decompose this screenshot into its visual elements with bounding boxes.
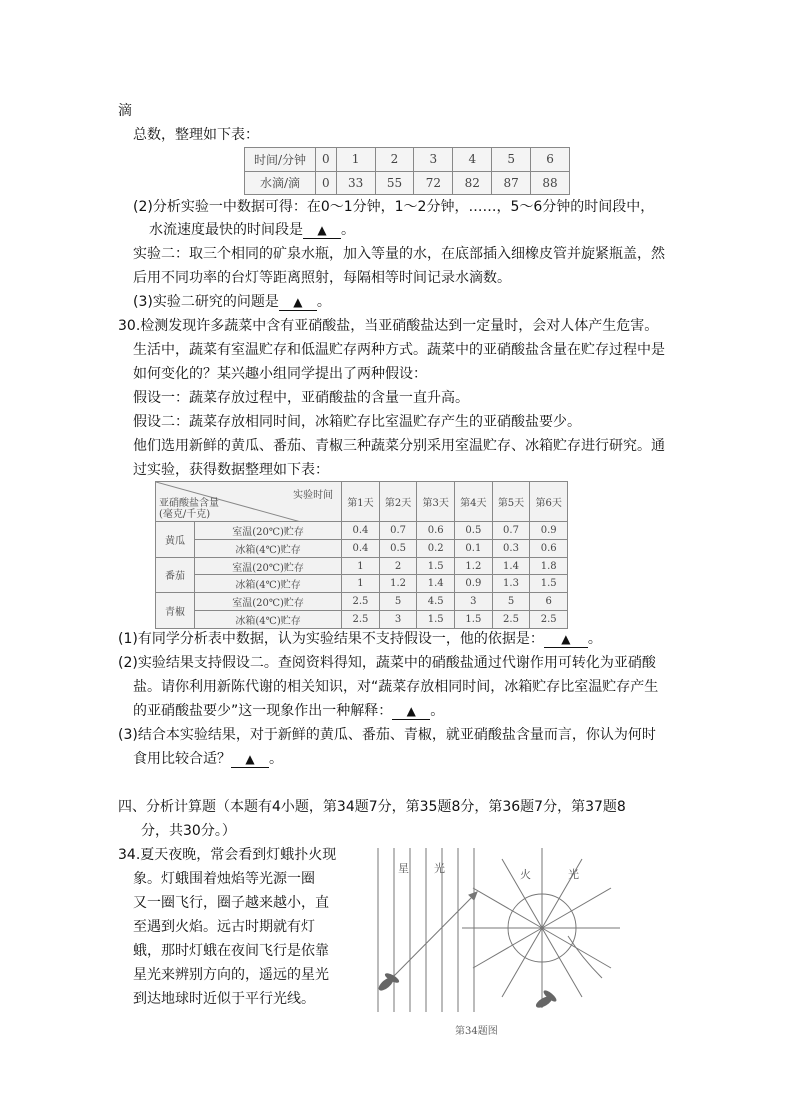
- text-span: 。: [341, 222, 355, 238]
- table-cell: 55: [375, 171, 414, 195]
- text-line: 滴: [118, 103, 132, 119]
- text-line: 总数，整理如下表：: [133, 127, 259, 143]
- table-cell: 1.5: [530, 575, 568, 593]
- text-line: [149, 219, 355, 241]
- table-cell: 6: [530, 593, 568, 611]
- section-heading: 四、分析计算题（本题有4小题，第34题7分，第35题8分，第36题7分，第37题8: [118, 799, 626, 815]
- text-line: [133, 748, 283, 770]
- table-cell: 6: [531, 148, 570, 172]
- text-line: 实验二：取三个相同的矿泉水瓶，加入等量的水，在底部插入细橡皮管并旋紧瓶盖，然: [133, 246, 665, 262]
- table-cell: 5: [492, 148, 531, 172]
- table-cell: 0.5: [379, 539, 417, 557]
- text-line: 星光来辨别方向的，遥远的星光: [133, 967, 329, 983]
- fire-label: 火: [520, 868, 531, 881]
- method-cell: 冰箱(4℃)贮存: [195, 539, 342, 557]
- table-cell: 0.6: [530, 539, 568, 557]
- table-cell: 3: [414, 148, 453, 172]
- text-line: [118, 628, 602, 650]
- method-cell: 室温(20℃)贮存: [195, 557, 342, 575]
- table-header: 水滴/滴: [245, 171, 316, 195]
- table-cell: 1.2: [379, 575, 417, 593]
- text-line: (3)结合本实验结果，对于新鲜的黄瓜、番茄、青椒，就亚硝酸盐含量而言，你认为何时: [118, 727, 656, 743]
- text-span: 。: [430, 703, 445, 719]
- table-corner-cell: [156, 482, 342, 522]
- text-line: (2)实验结果支持假设二。查阅资料得知，蔬菜中的硝酸盐通过代谢作用可转化为亚硝酸: [118, 655, 656, 671]
- text-line: [133, 291, 331, 313]
- veg-name: 青椒: [156, 593, 195, 629]
- text-line: 蛾，那时灯蛾在夜间飞行是依靠: [133, 943, 329, 959]
- text-line: 到达地球时近似于平行光线。: [133, 991, 315, 1007]
- veg-name: 黄瓜: [156, 522, 195, 558]
- day-header: 第2天: [379, 482, 417, 522]
- table-cell: 0.5: [455, 522, 493, 540]
- table-cell: 2.5: [342, 593, 380, 611]
- day-header: 第6天: [530, 482, 568, 522]
- nitrite-table: [155, 481, 568, 629]
- corner-bottom-label: [159, 498, 219, 520]
- day-header: 第3天: [417, 482, 455, 522]
- day-header: 第1天: [342, 482, 380, 522]
- text-line: 生活中，蔬菜有室温贮存和低温贮存两种方式。蔬菜中的亚硝酸盐含量在贮存过程中是: [133, 342, 665, 358]
- answer-blank: ▲: [303, 222, 341, 239]
- table-cell: 2.5: [492, 611, 530, 629]
- table-cell: 1.5: [417, 611, 455, 629]
- table-cell: 0.7: [379, 522, 417, 540]
- method-cell: 冰箱(4℃)贮存: [195, 575, 342, 593]
- table-cell: 0.4: [342, 522, 380, 540]
- moth-light-figure: [372, 842, 620, 1040]
- method-cell: 室温(20℃)贮存: [195, 593, 342, 611]
- text-line: 如何变化的？某兴趣小组同学提出了两种假设：: [133, 366, 427, 382]
- text-span: 。: [269, 751, 283, 767]
- table-cell: 1: [342, 557, 380, 575]
- table-cell: 1.8: [530, 557, 568, 575]
- table-cell: 5: [492, 593, 530, 611]
- text-line: 34.夏天夜晚，常会看到灯蛾扑火现: [118, 847, 337, 863]
- light-label: 光: [568, 868, 579, 881]
- table-cell: 0.2: [417, 539, 455, 557]
- table-cell: 1.3: [492, 575, 530, 593]
- text-line: 又一圈飞行，圈子越来越小，直: [133, 895, 329, 911]
- text-span: 。: [316, 294, 331, 310]
- method-cell: 室温(20℃)贮存: [195, 522, 342, 540]
- table-cell: 1.4: [492, 557, 530, 575]
- table-cell: 72: [414, 171, 453, 195]
- figure-caption: 第34题图: [455, 1026, 498, 1037]
- veg-name: 番茄: [156, 557, 195, 593]
- table-cell: 0: [316, 148, 337, 172]
- text-span: 。: [587, 631, 602, 647]
- table-cell: 0.7: [492, 522, 530, 540]
- corner-bottom-line2: (毫克/千克): [159, 509, 211, 520]
- moth-icon: [534, 989, 558, 1010]
- table-cell: 2.5: [342, 611, 380, 629]
- light-label: 光: [434, 862, 445, 875]
- table-cell: 1: [336, 148, 375, 172]
- text-line: (2)分析实验一中数据可得：在0～1分钟，1～2分钟，……，5～6分钟的时间段中，: [133, 199, 655, 215]
- table-cell: 2.5: [530, 611, 568, 629]
- text-line: 他们选用新鲜的黄瓜、番茄、青椒三种蔬菜分别采用室温贮存、冰箱贮存进行研究。通: [133, 438, 665, 454]
- text-span: 食用比较合适？: [133, 751, 231, 767]
- table-cell: 0: [316, 171, 337, 195]
- text-span: 水流速度最快的时间段是: [149, 222, 303, 238]
- text-line: 假设一：蔬菜存放过程中，亚硝酸盐的含量一直升高。: [133, 390, 469, 406]
- text-line: 象。灯蛾围着烛焰等光源一圈: [133, 871, 315, 887]
- table-cell: 1.2: [455, 557, 493, 575]
- star-label: 星: [398, 862, 409, 875]
- table-cell: 0.1: [455, 539, 493, 557]
- table-cell: 82: [453, 171, 492, 195]
- day-header: 第4天: [455, 482, 493, 522]
- table-cell: 1: [342, 575, 380, 593]
- answer-blank: ▲: [279, 294, 317, 311]
- text-span: 的亚硝酸盐要少”这一现象作出一种解释：: [133, 703, 393, 719]
- table-cell: 0.9: [455, 575, 493, 593]
- text-line: [133, 700, 444, 722]
- corner-top-label: 实验时间: [293, 490, 334, 501]
- table-cell: 1.5: [417, 557, 455, 575]
- answer-blank: ▲: [392, 703, 430, 720]
- table-cell: 2: [379, 557, 417, 575]
- table-cell: 5: [379, 593, 417, 611]
- text-span: (3)实验二研究的问题是: [133, 294, 279, 310]
- table-cell: 1.5: [455, 611, 493, 629]
- table-cell: 3: [379, 611, 417, 629]
- water-drop-table: [244, 147, 570, 195]
- text-line: 至遇到火焰。远古时期就有灯: [133, 919, 315, 935]
- table-cell: 2: [375, 148, 414, 172]
- text-line: 分，共30分。）: [141, 823, 236, 839]
- table-cell: 33: [336, 171, 375, 195]
- table-cell: 88: [531, 171, 570, 195]
- table-cell: 0.6: [417, 522, 455, 540]
- table-header: 时间/分钟: [245, 148, 316, 172]
- text-line: 后用不同功率的台灯等距离照射，每隔相等时间记录水滴数。: [133, 270, 511, 286]
- table-cell: 4.5: [417, 593, 455, 611]
- text-span: (1)有同学分析表中数据，认为实验结果不支持假设一，他的依据是：: [118, 631, 544, 647]
- text-line: 过实验，获得数据整理如下表：: [133, 462, 329, 478]
- day-header: 第5天: [492, 482, 530, 522]
- table-cell: 0.4: [342, 539, 380, 557]
- table-cell: 1.4: [417, 575, 455, 593]
- table-cell: 0.9: [530, 522, 568, 540]
- table-cell: 87: [492, 171, 531, 195]
- answer-blank: ▲: [231, 751, 269, 768]
- method-cell: 冰箱(4℃)贮存: [195, 611, 342, 629]
- table-cell: 4: [453, 148, 492, 172]
- text-line: 假设二：蔬菜存放相同时间，冰箱贮存比室温贮存产生的亚硝酸盐要少。: [133, 414, 581, 430]
- table-cell: 0.3: [492, 539, 530, 557]
- text-line: 盐。请你利用新陈代谢的相关知识，对“蔬菜存放相同时间，冰箱贮存比室温贮存产生: [133, 679, 659, 695]
- moth-icon: [377, 971, 401, 992]
- text-line: 30.检测发现许多蔬菜中含有亚硝酸盐，当亚硝酸盐达到一定量时，会对人体产生危害。: [118, 318, 659, 334]
- table-cell: 3: [455, 593, 493, 611]
- corner-bottom-line1: 亚硝酸盐含量: [159, 498, 219, 509]
- answer-blank: ▲: [544, 631, 588, 648]
